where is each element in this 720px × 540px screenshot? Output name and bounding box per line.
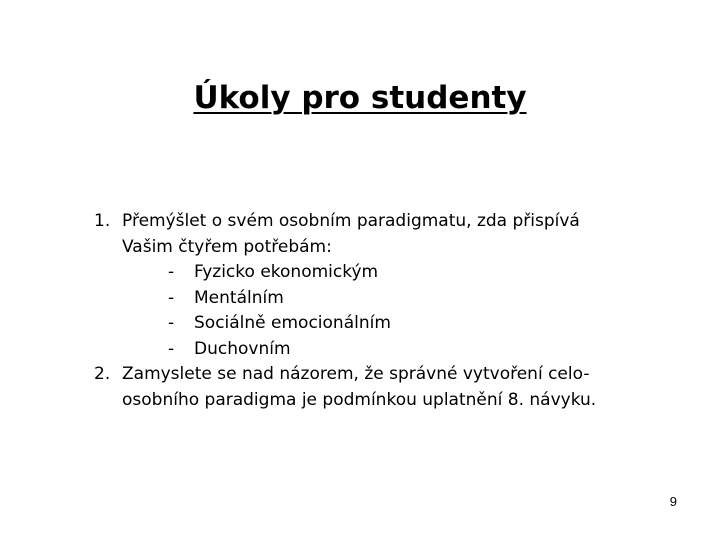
task-list — [92, 209, 692, 413]
bullet-text-spiritual: Duchovním — [194, 338, 291, 359]
bullet-text-physical: Fyzicko ekonomickým — [194, 262, 379, 282]
bullet-item-mental — [92, 286, 692, 312]
bullet-item-social — [92, 311, 692, 337]
list-item-2-text-line-2: osobního paradigma je podmínkou uplatnění 8. návyku. — [122, 389, 597, 410]
list-item-1-number: 1. — [94, 211, 111, 231]
list-item-1-line-1 — [92, 209, 692, 235]
list-item-1-text-line-1: Přemýšlet o svém osobním paradigmatu, zda přispívá — [122, 211, 580, 231]
list-item-1-text-line-2: Vašim čtyřem potřebám: — [122, 236, 332, 257]
bullet-dash: - — [168, 262, 175, 282]
bullet-dash: - — [168, 313, 175, 333]
bullet-dash: - — [168, 287, 175, 308]
bullet-item-physical — [92, 260, 692, 286]
slide-title: Úkoly pro studenty — [193, 80, 527, 116]
bullet-text-social: Sociálně emocionálním — [194, 313, 391, 333]
bullet-dash: - — [168, 338, 175, 359]
bullet-text-mental: Mentálním — [194, 287, 284, 308]
list-item-2-line-2 — [92, 388, 692, 414]
list-item-2-line-1 — [92, 362, 692, 388]
list-item-2-text-line-1: Zamyslete se nad názorem, že správné vytvoření celo- — [122, 364, 590, 384]
bullet-item-spiritual — [92, 337, 692, 363]
page-number: 9 — [669, 494, 677, 509]
list-item-2-number: 2. — [94, 364, 111, 384]
list-item-1-line-2 — [92, 235, 692, 261]
